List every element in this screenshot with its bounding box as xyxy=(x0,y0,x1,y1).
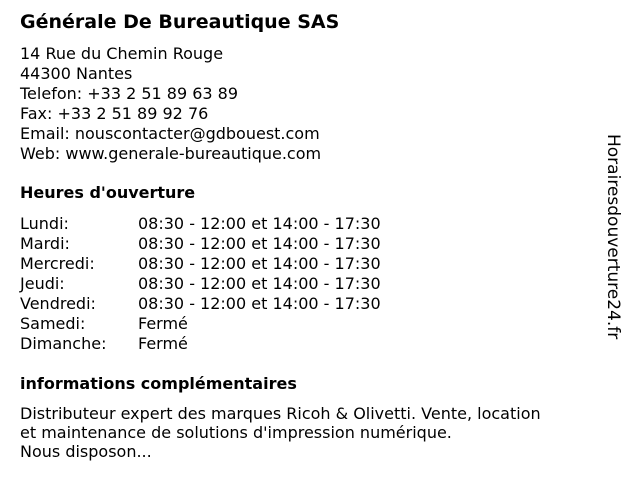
fax-number: Fax: +33 2 51 89 92 76 xyxy=(20,104,209,123)
additional-info-heading: informations complémentaires xyxy=(20,374,297,393)
company-name: Générale De Bureautique SAS xyxy=(20,11,340,33)
hours-time: Fermé xyxy=(138,314,188,333)
phone-number: Telefon: +33 2 51 89 63 89 xyxy=(20,84,239,103)
hours-time: Fermé xyxy=(138,334,188,353)
hours-day: Jeudi: xyxy=(20,274,65,293)
additional-info-text xyxy=(20,404,600,461)
hours-day: Lundi: xyxy=(20,214,69,233)
hours-day: Dimanche: xyxy=(20,334,107,353)
hours-time: 08:30 - 12:00 et 14:00 - 17:30 xyxy=(138,274,381,293)
hours-time: 08:30 - 12:00 et 14:00 - 17:30 xyxy=(138,294,381,313)
site-watermark: Horairesdouverture24.fr xyxy=(603,134,623,340)
description-line: Nous disposon... xyxy=(20,442,152,461)
website-address: Web: www.generale-bureautique.com xyxy=(20,144,322,163)
hours-day: Vendredi: xyxy=(20,294,96,313)
hours-time: 08:30 - 12:00 et 14:00 - 17:30 xyxy=(138,254,381,273)
hours-time: 08:30 - 12:00 et 14:00 - 17:30 xyxy=(138,234,381,253)
hours-time: 08:30 - 12:00 et 14:00 - 17:30 xyxy=(138,214,381,233)
address-street: 14 Rue du Chemin Rouge xyxy=(20,44,224,63)
description-line: Distributeur expert des marques Ricoh & Olivetti. Vente, location xyxy=(20,404,541,423)
email-address: Email: nouscontacter@gdbouest.com xyxy=(20,124,320,143)
hours-day: Mercredi: xyxy=(20,254,95,273)
opening-hours-heading: Heures d'ouverture xyxy=(20,183,196,202)
description-line: et maintenance de solutions d'impression numérique. xyxy=(20,423,452,442)
hours-day: Mardi: xyxy=(20,234,70,253)
address-city: 44300 Nantes xyxy=(20,64,133,83)
hours-day: Samedi: xyxy=(20,314,86,333)
contact-block xyxy=(20,44,321,164)
